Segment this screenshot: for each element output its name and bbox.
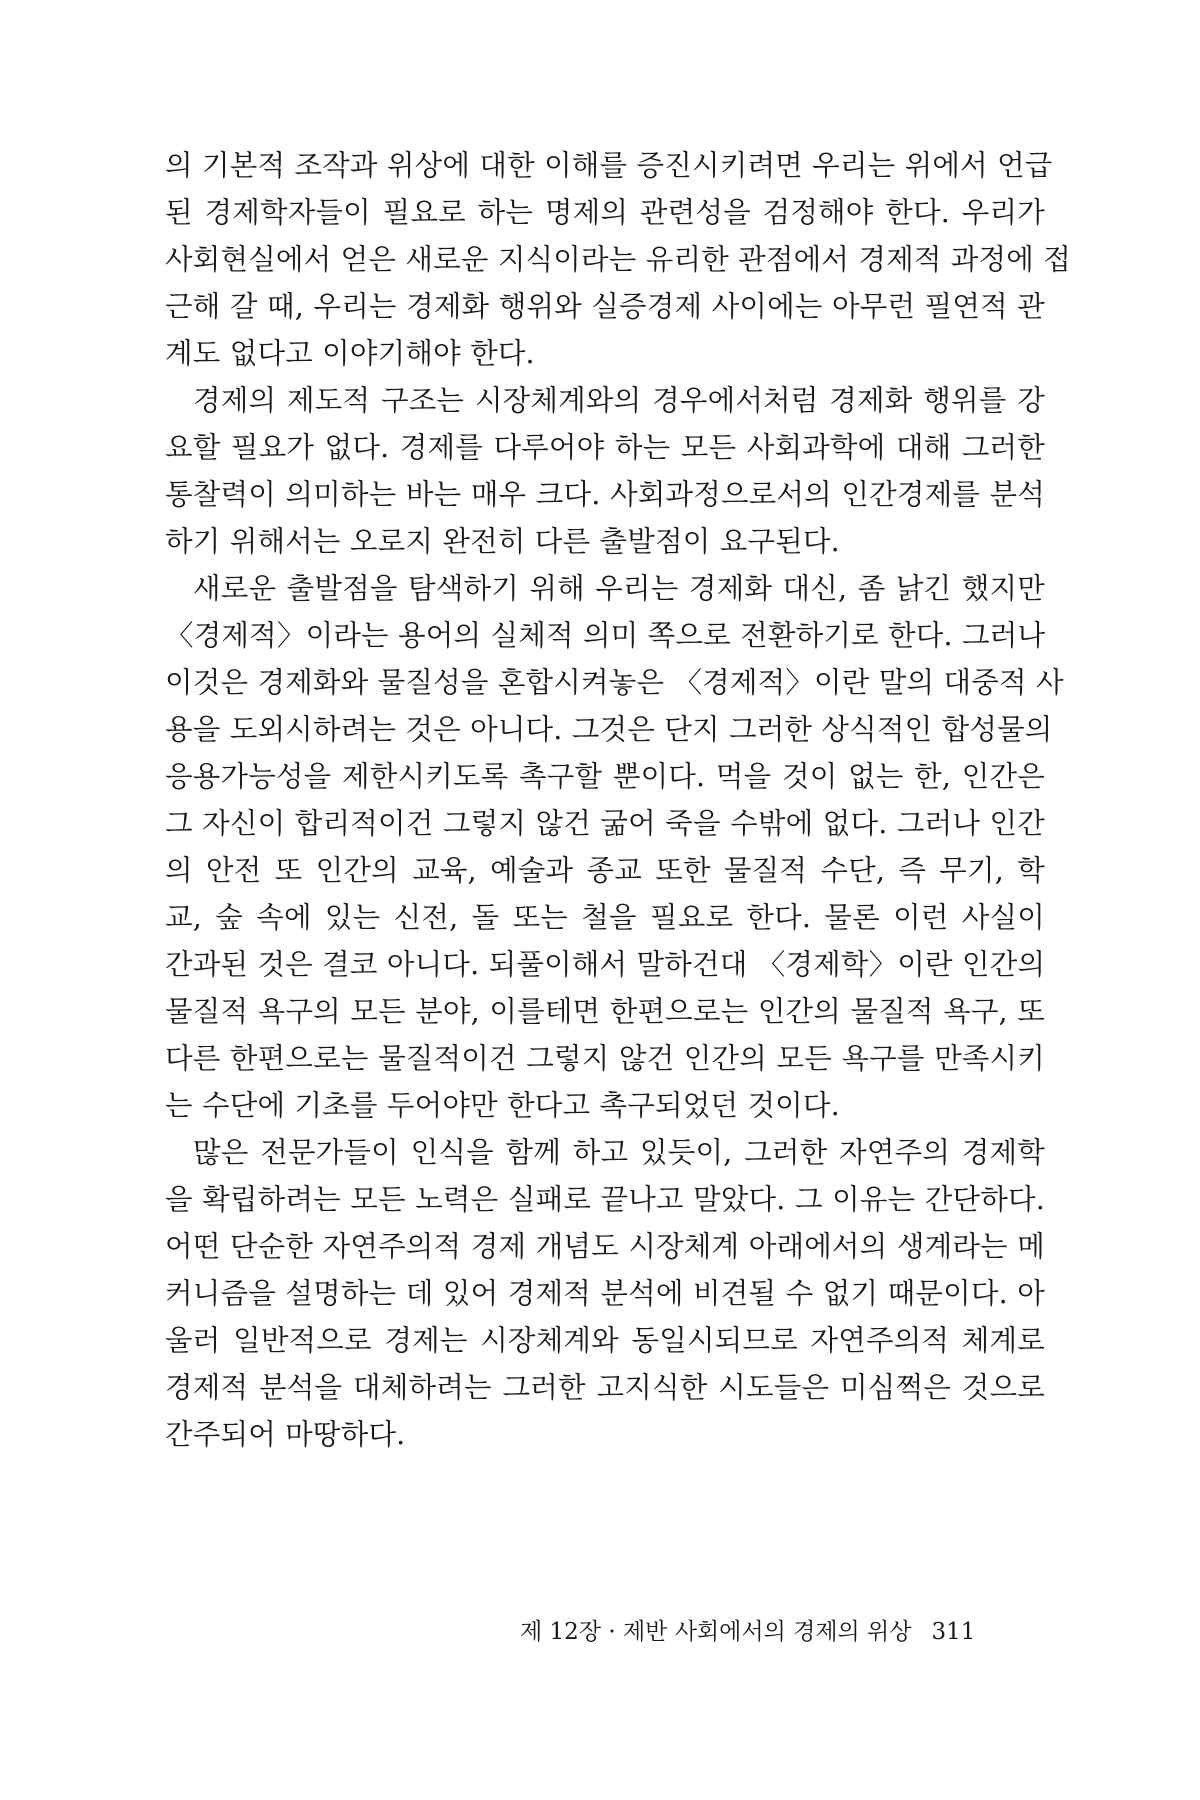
- paragraph-2: [165, 377, 1045, 565]
- text-line: 경제의 제도적 구조는 시장체계와의 경우에서처럼 경제화 행위를 강: [193, 384, 1045, 417]
- paragraph-4: [165, 1129, 1045, 1458]
- text-line: 계도 없다고 이야기해야 한다.: [165, 337, 535, 370]
- text-line: 〈경제적〉이라는 용어의 실체적 의미 쪽으로 전환하기로 한다. 그러나: [165, 619, 1046, 652]
- text-line: 하기 위해서는 오로지 완전히 다른 출발점이 요구된다.: [165, 525, 840, 558]
- text-line: 사회현실에서 얻은 새로운 지식이라는 유리한 관점에서 경제적 과정에 접: [165, 243, 1072, 276]
- text-line: 이것은 경제화와 물질성을 혼합시켜놓은 〈경제적〉이란 말의 대중적 사: [165, 666, 1064, 699]
- text-line: 요할 필요가 없다. 경제를 다루어야 하는 모든 사회과학에 대해 그러한: [165, 431, 1045, 464]
- text-line: 된 경제학자들이 필요로 하는 명제의 관련성을 검정해야 한다. 우리가: [165, 196, 1045, 229]
- text-line: 용을 도외시하려는 것은 아니다. 그것은 단지 그러한 상식적인 합성물의: [165, 713, 1053, 746]
- text-line: 경제적 분석을 대체하려는 그러한 고지식한 시도들은 미심쩍은 것으로: [165, 1371, 1045, 1404]
- text-line: 간과된 것은 결코 아니다. 되풀이해서 말하건대 〈경제학〉이란 인간의: [165, 948, 1046, 981]
- text-line: 는 수단에 기초를 두어야만 한다고 촉구되었던 것이다.: [165, 1089, 840, 1122]
- text-line: 통찰력이 의미하는 바는 매우 크다. 사회과정으로서의 인간경제를 분석: [165, 478, 1045, 511]
- text-line: 그 자신이 합리적이건 그렇지 않건 굶어 죽을 수밖에 없다. 그러나 인간: [165, 807, 1045, 840]
- text-line: 새로운 출발점을 탐색하기 위해 우리는 경제화 대신, 좀 낡긴 했지만: [193, 572, 1045, 605]
- paragraph-3: [165, 565, 1064, 1129]
- text-line: 응용가능성을 제한시키도록 촉구할 뿐이다. 먹을 것이 없는 한, 인간은: [165, 760, 1045, 793]
- text-line: 의 기본적 조작과 위상에 대한 이해를 증진시키려면 우리는 위에서 언급: [165, 149, 1053, 182]
- paragraph-1: [165, 142, 1072, 377]
- page-number: 311: [931, 1619, 976, 1645]
- text-line: 어떤 단순한 자연주의적 경제 개념도 시장체계 아래에서의 생계라는 메: [165, 1230, 1045, 1263]
- text-line: 많은 전문가들이 인식을 함께 하고 있듯이, 그러한 자연주의 경제학: [193, 1136, 1045, 1169]
- text-line: 근해 갈 때, 우리는 경제화 행위와 실증경제 사이에는 아무런 필연적 관: [165, 290, 1045, 323]
- text-line: 커니즘을 설명하는 데 있어 경제적 분석에 비견될 수 없기 때문이다. 아: [165, 1277, 1045, 1310]
- running-head: 제 12장 · 제반 사회에서의 경제의 위상: [520, 1619, 912, 1645]
- text-line: 교, 숲 속에 있는 신전, 돌 또는 철을 필요로 한다. 물론 이런 사실이: [165, 901, 1045, 934]
- text-line: 다른 한편으로는 물질적이건 그렇지 않건 인간의 모든 욕구를 만족시키: [165, 1042, 1045, 1075]
- page-body: [165, 142, 1072, 1458]
- text-line: 을 확립하려는 모든 노력은 실패로 끝나고 말았다. 그 이유는 간단하다.: [165, 1183, 1045, 1216]
- text-line: 간주되어 마땅하다.: [165, 1418, 406, 1451]
- text-line: 물질적 욕구의 모든 분야, 이를테면 한편으로는 인간의 물질적 욕구, 또: [165, 995, 1045, 1028]
- text-line: 울러 일반적으로 경제는 시장체계와 동일시되므로 자연주의적 체계로: [165, 1324, 1045, 1357]
- page-footer: [520, 1612, 1020, 1652]
- text-line: 의 안전 또 인간의 교육, 예술과 종교 또한 물질적 수단, 즉 무기, 학: [165, 854, 1045, 887]
